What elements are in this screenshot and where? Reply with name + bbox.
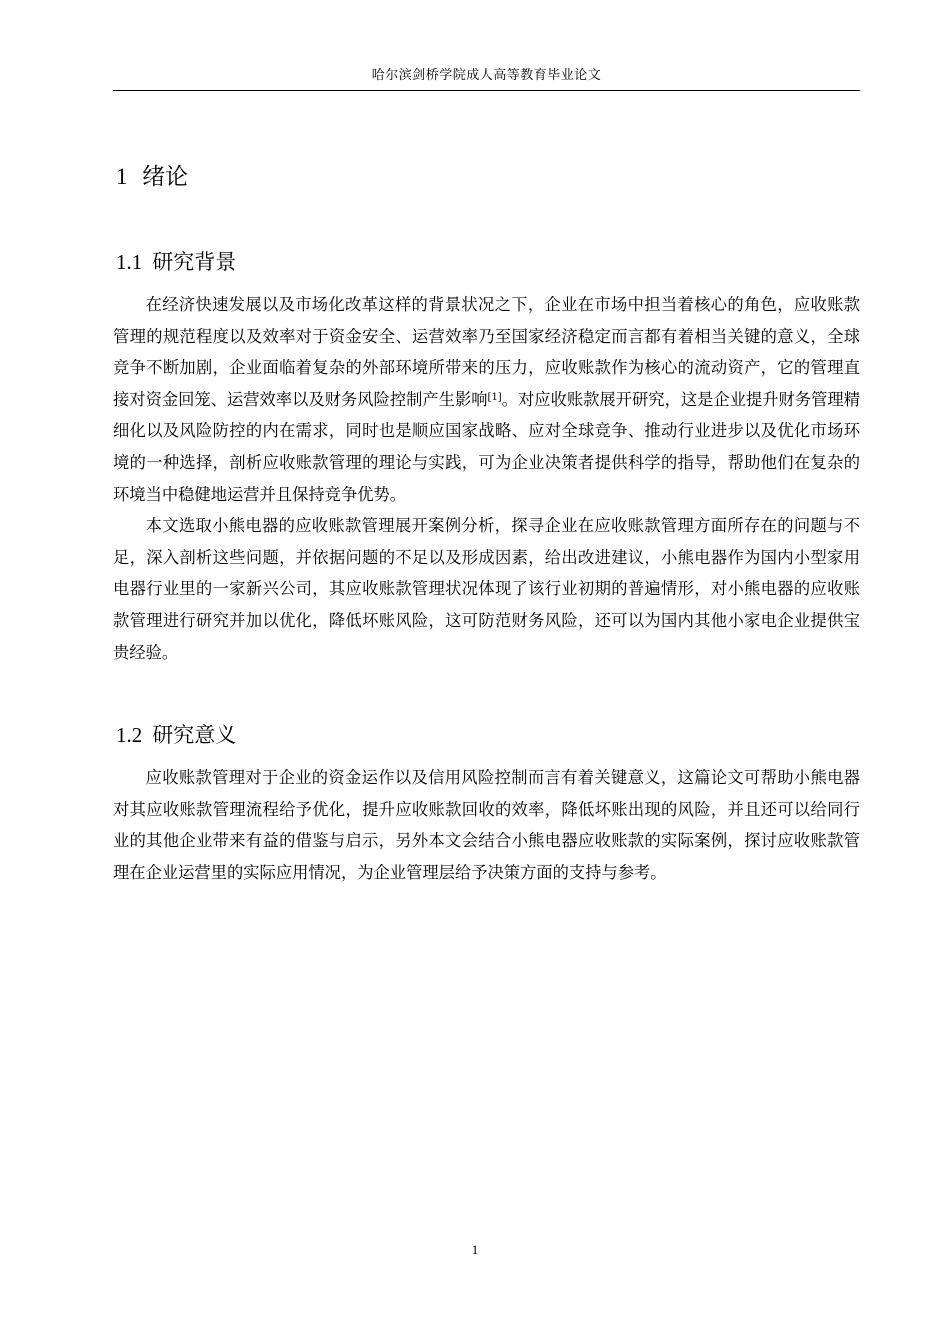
section-body-research-background xyxy=(113,289,860,668)
body-paragraph: 本文选取小熊电器的应收账款管理展开案例分析，探寻企业在应收账款管理方面所存在的问题与不足，深入剖析这些问题，并依据问题的不足以及形成因素，给出改进建议，小熊电器作为国内小型家用电器行业里的一家新兴公司，其应收账款管理状况体现了该行业初期的普遍情形，对小熊电器的应收账款管理进行研究并加以优化，降低坏账风险，这可防范财务风险，还可以为国内其他小家电企业提供宝贵经验。 xyxy=(113,516,860,662)
paragraph-text: 在经济快速发展以及市场化改革这样的背景状况之下，企业在市场中担当着核心的角色，应收账款管理的规范程度以及效率对于资金安全、运营效率乃至国家经济稳定而言都有着相当关键的意义，全球竞争不断加剧，企业面临着复杂的外部环境所带来的压力，应收账款作为核心的流动资产，它的管理直接对资金回笼、运营效率以及财务风险控制产生影响 xyxy=(113,295,860,409)
chapter-title-text: 绪论 xyxy=(142,164,189,190)
section-title-text: 研究背景 xyxy=(152,250,237,274)
header-divider xyxy=(113,90,860,91)
chapter-number: 1 xyxy=(116,164,128,189)
running-header: 哈尔滨剑桥学院成人高等教育毕业论文 xyxy=(371,68,602,83)
section-title-text: 研究意义 xyxy=(152,723,237,747)
section-title-research-background xyxy=(116,247,236,277)
body-paragraph: 应收账款管理对于企业的资金运作以及信用风险控制而言有着关键意义，这篇论文可帮助小熊电器对其应收账款管理流程给予优化，提升应收账款回收的效率，降低坏账出现的风险，并且还可以给同行业的其他企业带来有益的借鉴与启示，另外本文会结合小熊电器应收账款的实际案例，探讨应收账款管理在企业运营里的实际应用情况，为企业管理层给予决策方面的支持与参考。 xyxy=(113,768,860,882)
paragraph-text: 。对应收账款展开研究，这是企业提升财务管理精细化以及风险防控的内在需求，同时也是顺应国家战略、应对全球竞争、推动行业进步以及优化市场环境的一种选择，剖析应收账款管理的理论与实践，可为企业决策者提供科学的指导，帮助他们在复杂的环境当中稳健地运营并且保持竞争优势。 xyxy=(113,389,860,504)
page-number: 1 xyxy=(471,1242,479,1257)
section-title-research-significance xyxy=(116,720,236,750)
section-number: 1.2 xyxy=(116,723,143,747)
citation-reference[interactable]: [1] xyxy=(487,391,502,403)
section-number: 1.1 xyxy=(116,250,143,274)
section-body-research-significance xyxy=(113,762,860,888)
chapter-title xyxy=(116,160,188,194)
body-paragraph xyxy=(113,289,860,510)
